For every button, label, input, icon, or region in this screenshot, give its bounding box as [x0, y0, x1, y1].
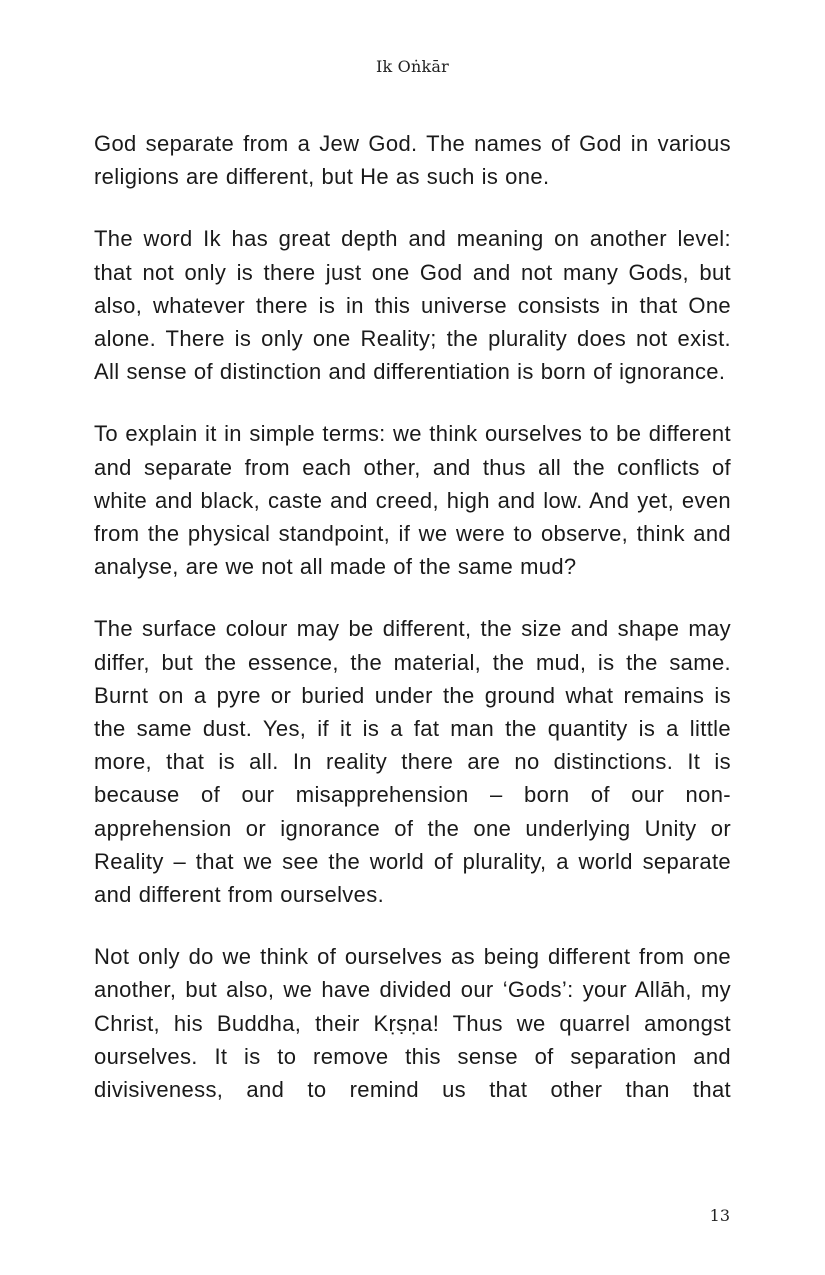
body-text — [94, 127, 731, 1106]
paragraph-5: Not only do we think of ourselves as being different from one another, but also, we have divided our ‘Gods’: your Allāh, my Christ, his Buddha, their Kṛṣṇa! Thus we quarrel amongst ourselves. It is to remove this sense of separation and divisiveness, and to remind us that other than that — [94, 944, 731, 1103]
paragraph-2: The word Ik has great depth and meaning on another level: that not only is there just one God and not many Gods, but also, whatever there is in this universe consists in that One alone. There is only one Reality; the plurality does not exist. All sense of distinction and differentiation is born of ignorance. — [94, 226, 731, 385]
paragraph-4: The surface colour may be different, the size and shape may differ, but the essence, the material, the mud, is the same. Burnt on a pyre or buried under the ground what remains is the same dust. Yes, if it is a fat man the quantity is a little more, that is all. In reality there are no distinctions. It is because of our misapprehension – born of our non-apprehension or ignorance of the one underlying Unity or Reality – that we see the world of plurality, a world separate and different from ourselves. — [94, 616, 731, 908]
running-header-title: Ik Oṅkār — [375, 57, 449, 76]
page-number: 13 — [709, 1206, 730, 1225]
paragraph-3: To explain it in simple terms: we think ourselves to be different and separate from each other, and thus all the conflicts of white and black, caste and creed, high and low. And yet, even from the physical standpoint, if we were to observe, think and analyse, are we not all made of the same mud? — [94, 421, 731, 580]
paragraph-1: God separate from a Jew God. The names of God in various religions are different, but He as such is one. — [94, 131, 731, 190]
